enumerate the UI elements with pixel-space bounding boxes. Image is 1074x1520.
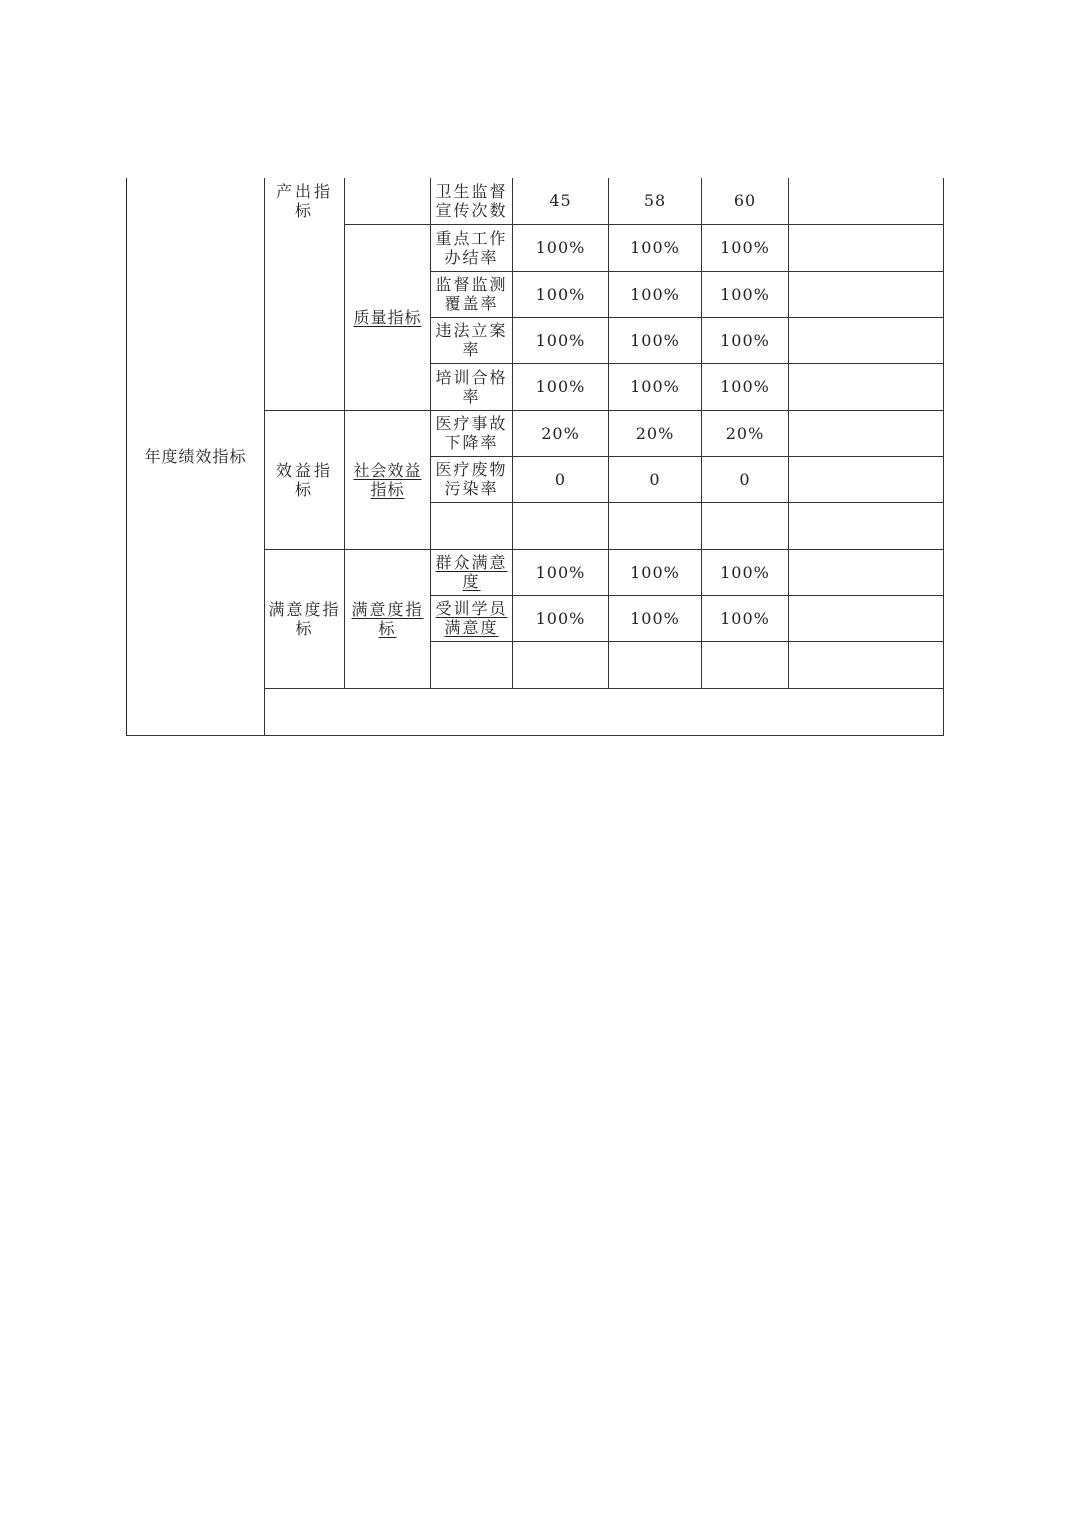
level2-social-benefit-indicator [345,410,431,549]
value-cell: 100% [513,363,609,410]
value-cell: 100% [609,595,702,641]
value-cell: 58 [609,178,702,224]
note-cell [789,456,944,502]
note-cell [789,502,944,549]
level2-social-benefit-label: 社会效益指标 [353,460,422,499]
level1-output-indicator: 产出指标 [265,178,345,410]
indicator-name-text: 群众满意度 [435,553,508,591]
level2-satisfaction-label: 满意度指标 [351,599,424,638]
level2-empty-cell [345,178,431,224]
value-cell [609,502,702,549]
indicator-name-text: 受训学员满意度 [435,599,508,637]
level2-satisfaction-indicator [345,549,431,688]
note-cell [789,317,944,363]
value-cell: 100% [702,549,789,595]
indicator-name: 培训合格率 [431,363,513,410]
value-cell: 20% [513,410,609,456]
indicator-name: 医疗废物污染率 [431,456,513,502]
indicator-name: 医疗事故下降率 [431,410,513,456]
note-cell [789,363,944,410]
footer-cell [265,688,944,735]
table-row [127,178,944,224]
note-cell [789,178,944,224]
value-cell: 0 [609,456,702,502]
value-cell: 0 [702,456,789,502]
indicator-name [431,549,513,595]
value-cell: 100% [513,317,609,363]
level1-satisfaction-indicator: 满意度指标 [265,549,345,688]
value-cell: 100% [609,271,702,317]
indicator-name [431,641,513,688]
value-cell: 100% [702,271,789,317]
level1-benefit-indicator: 效益指标 [265,410,345,549]
note-cell [789,595,944,641]
value-cell [702,641,789,688]
note-cell [789,410,944,456]
note-cell [789,549,944,595]
indicator-name [431,502,513,549]
level2-quality-indicator [345,224,431,410]
level0-annual-performance-indicator: 年度绩效指标 [127,178,265,735]
value-cell: 0 [513,456,609,502]
value-cell: 100% [609,224,702,271]
indicator-name: 卫生监督宣传次数 [431,178,513,224]
indicator-name: 违法立案率 [431,317,513,363]
value-cell [702,502,789,549]
value-cell: 60 [702,178,789,224]
indicator-name [431,595,513,641]
value-cell: 45 [513,178,609,224]
value-cell: 20% [609,410,702,456]
note-cell [789,271,944,317]
value-cell: 100% [513,549,609,595]
note-cell [789,224,944,271]
indicator-name: 监督监测覆盖率 [431,271,513,317]
value-cell: 100% [702,317,789,363]
value-cell: 100% [513,595,609,641]
value-cell: 100% [609,549,702,595]
indicator-name: 重点工作办结率 [431,224,513,271]
value-cell [513,641,609,688]
value-cell: 100% [702,224,789,271]
level2-quality-label: 质量指标 [353,307,422,327]
value-cell [513,502,609,549]
value-cell: 100% [513,224,609,271]
value-cell: 100% [609,317,702,363]
value-cell [609,641,702,688]
note-cell [789,641,944,688]
value-cell: 100% [609,363,702,410]
value-cell: 100% [702,595,789,641]
value-cell: 20% [702,410,789,456]
value-cell: 100% [513,271,609,317]
value-cell: 100% [702,363,789,410]
performance-indicator-table [126,178,944,736]
